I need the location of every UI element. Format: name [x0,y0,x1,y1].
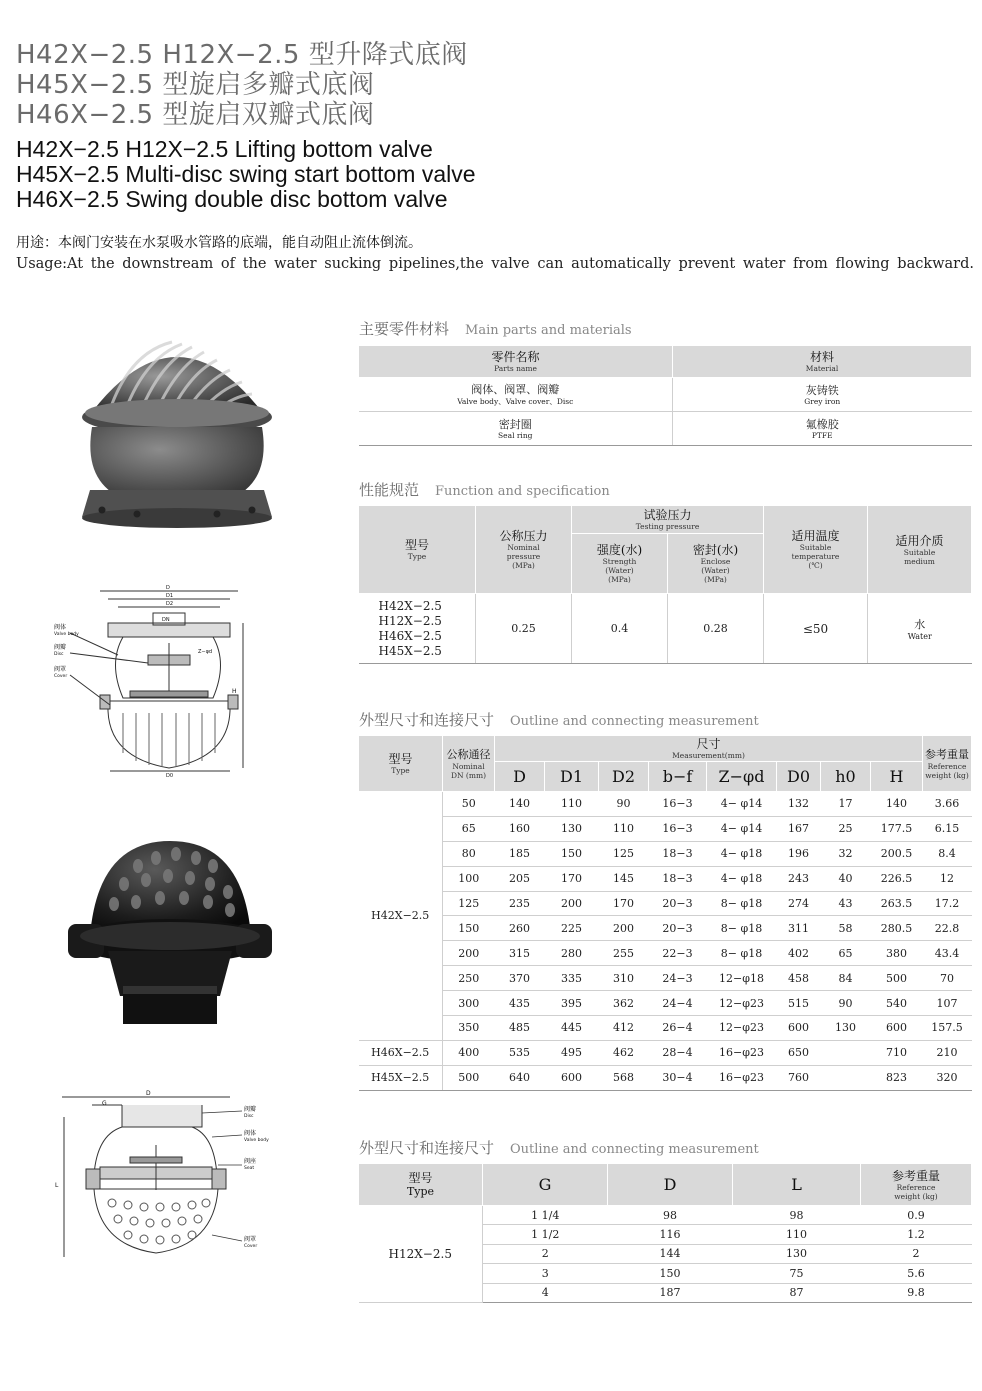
table-cell [821,1040,871,1065]
materials-title-cn: 主要零件材料 [359,320,450,338]
table-cell: 65 [443,816,495,841]
table-cell: 132 [777,792,821,817]
table-cell: 485 [495,1016,545,1041]
table-row [359,1040,972,1065]
table-cell: 28−4 [649,1040,707,1065]
function-header-seal: 密封(水) Enclose (Water) (MPa) [668,534,764,594]
drawing1-label-body-en: Valve body [54,632,79,637]
outline2-col-D: D [608,1164,733,1206]
materials-table [358,345,972,446]
outline1-title-cn: 外型尺寸和连接尺寸 [359,711,495,729]
drawing2-label-seat-en: Seat [244,1166,255,1171]
table-cell: 26−4 [649,1016,707,1041]
outline1-type-cell: H42X−2.5 [359,792,443,1041]
table-cell: 130 [821,1016,871,1041]
outline2-col-G: G [483,1164,608,1206]
outline1-header-type: 型号 Type [359,736,443,792]
function-header-temp: 适用温度 Suitable temperature (℃) [764,506,868,594]
table-cell: 600 [545,1065,599,1090]
title-en-2: H45X−2.5 Multi-disc swing start bottom valve [16,161,476,187]
table-cell: 40 [821,866,871,891]
table-cell: 125 [443,891,495,916]
drawing1-dim-D1: D1 [166,593,174,599]
table-cell: 18−3 [649,841,707,866]
function-strength-value: 0.4 [572,594,668,664]
table-cell: 17 [821,792,871,817]
table-cell: 110 [733,1225,861,1244]
table-cell: 6.15 [923,816,972,841]
table-cell: 205 [495,866,545,891]
drawing2-label-seat: 阀座 [244,1158,257,1165]
table-row [359,916,972,941]
table-cell: 167 [777,816,821,841]
table-cell: 5.6 [861,1264,972,1283]
table-cell: 225 [545,916,599,941]
table-row [359,966,972,991]
function-header-pn: 公称压力 Nominal pressure (MPa) [476,506,572,594]
table-cell: 412 [599,1016,649,1041]
table-row [359,841,972,866]
table-cell: 0.9 [861,1206,972,1225]
table-cell: 125 [599,841,649,866]
table-cell: 24−4 [649,991,707,1016]
table-cell: 107 [923,991,972,1016]
valve-drawing-swing [52,1085,287,1260]
table-cell: 823 [871,1065,923,1090]
table-cell: 200 [545,891,599,916]
table-cell: 1.2 [861,1225,972,1244]
table-row [359,792,972,817]
table-cell: 380 [871,941,923,966]
function-table [358,505,972,664]
table-cell: 235 [495,891,545,916]
table-row [359,991,972,1016]
table-cell: 710 [871,1040,923,1065]
drawing2-dim-L: L [55,1182,59,1189]
table-cell [821,1065,871,1090]
table-cell: 500 [871,966,923,991]
table-cell: 84 [821,966,871,991]
valve-photo-swing [68,836,273,1026]
drawing2-dim-G: G [102,1100,107,1107]
table-cell: 16−φ23 [707,1040,777,1065]
drawing1-label-disc-en: Disc [54,652,64,657]
table-cell: 185 [495,841,545,866]
outline1-col-D0: D0 [777,762,821,792]
drawing2-label-cover-en: Cover [244,1244,258,1249]
table-cell: 150 [443,916,495,941]
table-cell: 4− φ18 [707,841,777,866]
table-cell: 402 [777,941,821,966]
valve-photo-lifting [72,322,282,532]
outline1-header-measurement: 尺寸 Measurement(mm) [495,736,923,762]
table-cell: 90 [599,792,649,817]
table-cell: 58 [821,916,871,941]
table-row [359,1016,972,1041]
table-cell: 98 [608,1206,733,1225]
table-cell: 335 [545,966,599,991]
table-cell: 458 [777,966,821,991]
table-cell: 395 [545,991,599,1016]
table-cell: 16−3 [649,816,707,841]
table-cell: 16−3 [649,792,707,817]
table-row [359,594,972,664]
valve-drawing-lifting [48,583,253,778]
function-header-strength: 强度(水) Strength (Water) (MPa) [572,534,668,594]
title-en-1: H42X−2.5 H12X−2.5 Lifting bottom valve [16,136,433,162]
table-cell: 170 [545,866,599,891]
table-cell: 400 [443,1040,495,1065]
table-cell: 130 [545,816,599,841]
table-cell: 370 [495,966,545,991]
materials-title-en: Main parts and materials [465,323,632,338]
table-cell: 140 [495,792,545,817]
table-cell: 640 [495,1065,545,1090]
table-row [359,866,972,891]
function-header-test: 试验压力 Testing pressure [572,506,764,534]
title-en-3: H46X−2.5 Swing double disc bottom valve [16,186,448,212]
drawing2-label-body-en: Valve body [244,1138,269,1143]
table-cell: 80 [443,841,495,866]
table-row: 密封圈 Seal ring 氟橡胶 PTFE [359,412,972,446]
table-cell: 445 [545,1016,599,1041]
table-cell: 150 [608,1264,733,1283]
outline1-header-dn: 公称通径 Nominal DN (mm) [443,736,495,792]
title-cn-3: H46X−2.5 型旋启双瓣式底阀 [16,100,375,130]
table-cell: 250 [443,966,495,991]
table-cell: 760 [777,1065,821,1090]
drawing2-dim-D: D [146,1090,151,1097]
table-cell: 110 [545,792,599,817]
table-cell: 100 [443,866,495,891]
function-medium-value: 水 Water [868,594,972,664]
outline1-header-weight: 参考重量 Reference weight (kg) [923,736,972,792]
outline1-col-H: H [871,762,923,792]
drawing1-label-cover: 阀罩 [54,666,67,673]
table-cell: 1 1/2 [483,1225,608,1244]
table-cell: 4− φ14 [707,792,777,817]
outline1-col-bf: b−f [649,762,707,792]
drawing1-dim-zphid: Z−φd [198,649,213,655]
table-cell: 200 [443,941,495,966]
table-cell: 16−φ23 [707,1065,777,1090]
table-cell: 3 [483,1264,608,1283]
table-row [359,941,972,966]
table-cell: 17.2 [923,891,972,916]
usage-en: Usage:At the downstream of the water sucking pipelines,the valve can automatically prevent water from flowing backward. [16,256,974,272]
table-cell: 116 [608,1225,733,1244]
outline1-title-en: Outline and connecting measurement [510,714,759,729]
table-cell: 98 [733,1206,861,1225]
table-cell: 70 [923,966,972,991]
outline2-type-cell: H12X−2.5 [359,1206,483,1303]
function-header-type: 型号 Type [359,506,476,594]
table-cell: 311 [777,916,821,941]
table-cell: 157.5 [923,1016,972,1041]
outline2-section-title [359,1137,759,1158]
table-cell: 280 [545,941,599,966]
table-cell: 25 [821,816,871,841]
table-cell: 130 [733,1244,861,1263]
table-cell: 243 [777,866,821,891]
drawing1-dim-D2: D2 [166,601,174,607]
table-cell: 255 [599,941,649,966]
table-cell: 263.5 [871,891,923,916]
drawing2-label-disc-en: Disc [244,1114,254,1119]
function-title-en: Function and specification [435,484,610,499]
table-cell: 462 [599,1040,649,1065]
table-cell: 8.4 [923,841,972,866]
outline1-type-cell: H46X−2.5 [359,1040,443,1065]
table-cell: 12−φ23 [707,991,777,1016]
table-cell: 2 [483,1244,608,1263]
drawing1-dim-D: D [166,585,170,591]
function-section-title [359,479,610,500]
outline1-col-zphid: Z−φd [707,762,777,792]
table-cell: 32 [821,841,871,866]
drawing2-label-disc: 阀瓣 [244,1106,257,1113]
outline2-title-en: Outline and connecting measurement [510,1142,759,1157]
table-cell: 20−3 [649,916,707,941]
table-cell: 24−3 [649,966,707,991]
function-seal-value: 0.28 [668,594,764,664]
drawing1-label-cover-en: Cover [54,674,68,679]
table-cell: 600 [871,1016,923,1041]
title-cn-1: H42X−2.5 H12X−2.5 型升降式底阀 [16,40,468,70]
table-cell: 3.66 [923,792,972,817]
table-cell: 280.5 [871,916,923,941]
table-cell: 600 [777,1016,821,1041]
table-cell: 350 [443,1016,495,1041]
table-cell: 515 [777,991,821,1016]
table-cell: 9.8 [861,1283,972,1302]
function-header-medium: 适用介质 Suitable medium [868,506,972,594]
table-cell: 226.5 [871,866,923,891]
table-cell: 187 [608,1283,733,1302]
table-cell: 177.5 [871,816,923,841]
table-cell: 500 [443,1065,495,1090]
table-row: 阀体、阀罩、阀瓣 Valve body、Valve cover、Disc 灰铸铁 Grey iron [359,378,972,412]
outline2-title-cn: 外型尺寸和连接尺寸 [359,1139,495,1157]
outline1-col-D1: D1 [545,762,599,792]
table-cell: 1 1/4 [483,1206,608,1225]
table-cell: 8− φ18 [707,916,777,941]
table-cell: 145 [599,866,649,891]
table-cell: 435 [495,991,545,1016]
table-cell: 200 [599,916,649,941]
drawing1-dim-H: H [232,688,237,695]
table-cell: 30−4 [649,1065,707,1090]
table-cell: 320 [923,1065,972,1090]
drawing1-dim-D0: D0 [166,773,174,778]
table-cell: 4− φ14 [707,816,777,841]
title-cn-2: H45X−2.5 型旋启多瓣式底阀 [16,70,375,100]
table-cell: 362 [599,991,649,1016]
usage-cn: 用途：本阀门安装在水泵吸水管路的底端，能自动阻止流体倒流。 [16,235,422,251]
outline1-section-title [359,709,759,730]
outline1-table [358,735,972,1091]
table-cell: 535 [495,1040,545,1065]
table-cell: 196 [777,841,821,866]
table-cell: 8− φ18 [707,891,777,916]
table-cell: 8− φ18 [707,941,777,966]
table-row [359,1206,972,1225]
function-types: H42X−2.5 H12X−2.5 H46X−2.5 H45X−2.5 [359,594,476,664]
outline1-type-cell: H45X−2.5 [359,1065,443,1090]
table-cell: 310 [599,966,649,991]
table-cell: 650 [777,1040,821,1065]
outline1-col-D2: D2 [599,762,649,792]
table-cell: 200.5 [871,841,923,866]
outline2-header-type: 型号 Type [359,1164,483,1206]
function-title-cn: 性能规范 [359,481,420,499]
table-cell: 87 [733,1283,861,1302]
table-cell: 210 [923,1040,972,1065]
table-cell: 140 [871,792,923,817]
table-cell: 144 [608,1244,733,1263]
table-cell: 2 [861,1244,972,1263]
table-cell: 315 [495,941,545,966]
outline1-col-h0: h0 [821,762,871,792]
table-row [359,1065,972,1090]
table-cell: 170 [599,891,649,916]
drawing2-label-cover: 阀罩 [244,1236,257,1243]
table-cell: 160 [495,816,545,841]
outline2-col-L: L [733,1164,861,1206]
table-row [359,816,972,841]
table-cell: 150 [545,841,599,866]
function-pn-value: 0.25 [476,594,572,664]
table-cell: 75 [733,1264,861,1283]
table-cell: 12−φ18 [707,966,777,991]
table-cell: 18−3 [649,866,707,891]
outline2-header-weight: 参考重量 Reference weight (kg) [861,1164,972,1206]
table-cell: 43 [821,891,871,916]
table-cell: 495 [545,1040,599,1065]
table-cell: 12−φ23 [707,1016,777,1041]
materials-header-material: 材料 Material [673,346,972,378]
table-cell: 22−3 [649,941,707,966]
table-cell: 274 [777,891,821,916]
table-cell: 43.4 [923,941,972,966]
table-cell: 22.8 [923,916,972,941]
table-cell: 4 [483,1283,608,1302]
table-cell: 110 [599,816,649,841]
table-cell: 300 [443,991,495,1016]
drawing1-dim-DN: DN [162,617,170,623]
outline2-table [358,1163,972,1303]
table-cell: 540 [871,991,923,1016]
table-cell: 12 [923,866,972,891]
materials-header-part: 零件名称 Parts name [359,346,673,378]
function-temp-value: ≤50 [764,594,868,664]
table-cell: 568 [599,1065,649,1090]
outline1-col-D: D [495,762,545,792]
drawing2-label-body: 阀体 [244,1130,257,1137]
table-cell: 50 [443,792,495,817]
table-cell: 90 [821,991,871,1016]
table-cell: 20−3 [649,891,707,916]
table-cell: 65 [821,941,871,966]
drawing1-label-disc: 阀瓣 [54,644,67,651]
table-cell: 4− φ18 [707,866,777,891]
materials-section-title [359,318,632,339]
table-row [359,891,972,916]
table-cell: 260 [495,916,545,941]
drawing1-label-body: 阀体 [54,624,67,631]
